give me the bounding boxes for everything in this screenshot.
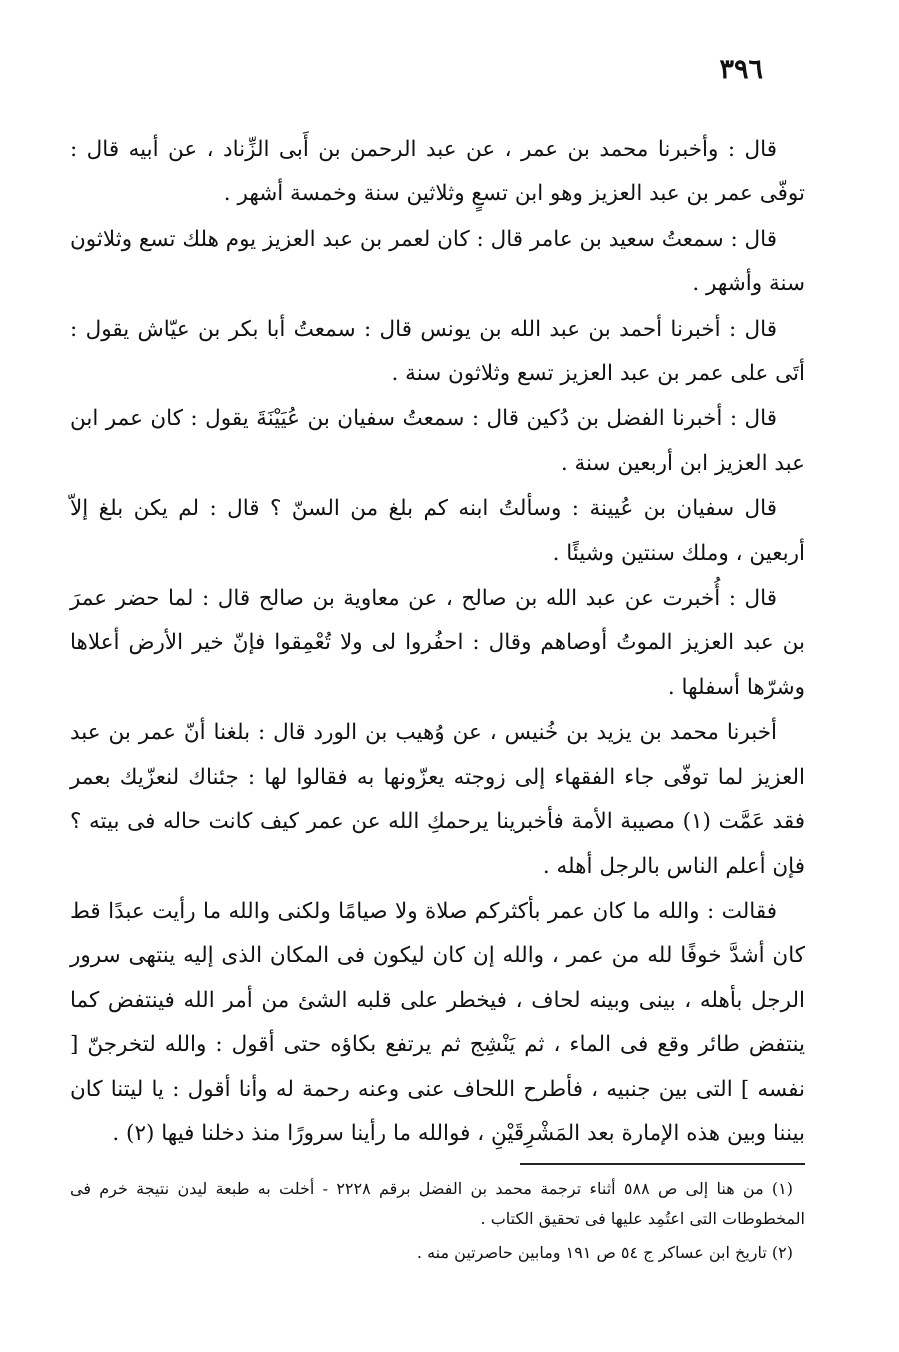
paragraph: قال سفيان بن عُيينة : وسألتُ ابنه كم بلغ من السنّ ؟ قال : لم يكن بلغ إلاّ أربعين ، وملك سنتين وشيئًا .	[70, 496, 805, 566]
footnote: (٢) تاريخ ابن عساكر ج ٥٤ ص ١٩١ ومابين حاصرتين منه .	[416, 1243, 793, 1262]
book-page	[70, 40, 805, 1330]
paragraph: قال : أخبرنا الفضل بن دُكين قال : سمعتُ سفيان بن عُيَيْنَةَ يقول : كان عمر ابن عبد العزيز ابن أربعين سنة .	[70, 406, 805, 476]
paragraph: فقالت : والله ما كان عمر بأكثركم صلاة ولا صيامًا ولكنى والله ما رأيت عبدًا قط كان أشدَّ خوفًا لله من عمر ، والله إن كان ليكون فى المكان الذى إليه ينتهى سرور الرجل بأهله ، بينى وبينه لحاف ، فيخطر على قلبه الشئ من أمر الله فينتفض كما ينتفض طائر وقع فى الماء ، ثم يَنْشِج ثم يرتفع بكاؤه حتى أقول : والله لتخرجنّ [ نفسه ] التى بين جنبيه ، فأطرح اللحاف عنى وعنه رحمة له وأنا أقول : يا ليتنا كان بيننا وبين هذه الإمارة بعد المَشْرِقَيْنِ ، فوالله ما رأينا سرورًا منذ دخلنا فيها (٢) .	[70, 898, 805, 1146]
main-text	[70, 128, 805, 1156]
paragraph: قال : أخبرنا أحمد بن عبد الله بن يونس قال : سمعتُ أبا بكر بن عيّاش يقول : أتَى على عمر بن عبد العزيز تسع وثلاثون سنة .	[70, 316, 805, 387]
footnote-divider	[520, 1163, 805, 1165]
paragraph: قال : أُخبرت عن عبد الله بن صالح ، عن معاوية بن صالح قال : لما حضر عمرَ بن عبد العزيز الموتُ أوصاهم وقال : احفُروا لى ولا تُعْمِقوا فإنّ خير الأرض أعلاها وشرّها أسفلها .	[70, 586, 805, 700]
paragraph: قال : سمعتُ سعيد بن عامر قال : كان لعمر بن عبد العزيز يوم هلك تسع وثلاثون سنة وأشهر .	[70, 226, 805, 297]
paragraph: أخبرنا محمد بن يزيد بن خُنيس ، عن وُهيب بن الورد قال : بلغنا أنّ عمر بن عبد العزيز لما توفّى جاء الفقهاء إلى زوجته يعزّونها به فقالوا لها : جئناك لنعزّيك بعمر فقد عَمَّت (١) مصيبة الأمة فأخبرينا يرحمكِ الله عن عمر كيف كانت حاله فى بيته ؟ فإن أعلم الناس بالرجل أهله .	[70, 720, 805, 879]
footnotes	[70, 1174, 805, 1272]
page-number: ٣٩٦	[719, 54, 763, 85]
footnote: (١) من هنا إلى ص ٥٨٨ أثناء ترجمة محمد بن الفضل برقم ٢٢٢٨ - أخلت به طبعة ليدن نتيجة خرم فى المخطوطات التى اعتُمِد عليها فى تحقيق الكتاب .	[70, 1179, 805, 1228]
paragraph: قال : وأخبرنا محمد بن عمر ، عن عبد الرحمن بن أَبى الزِّناد ، عن أبيه قال : توفّى عمر بن عبد العزيز وهو ابن تسعٍ وثلاثين سنة وخمسة أشهر .	[70, 137, 805, 207]
